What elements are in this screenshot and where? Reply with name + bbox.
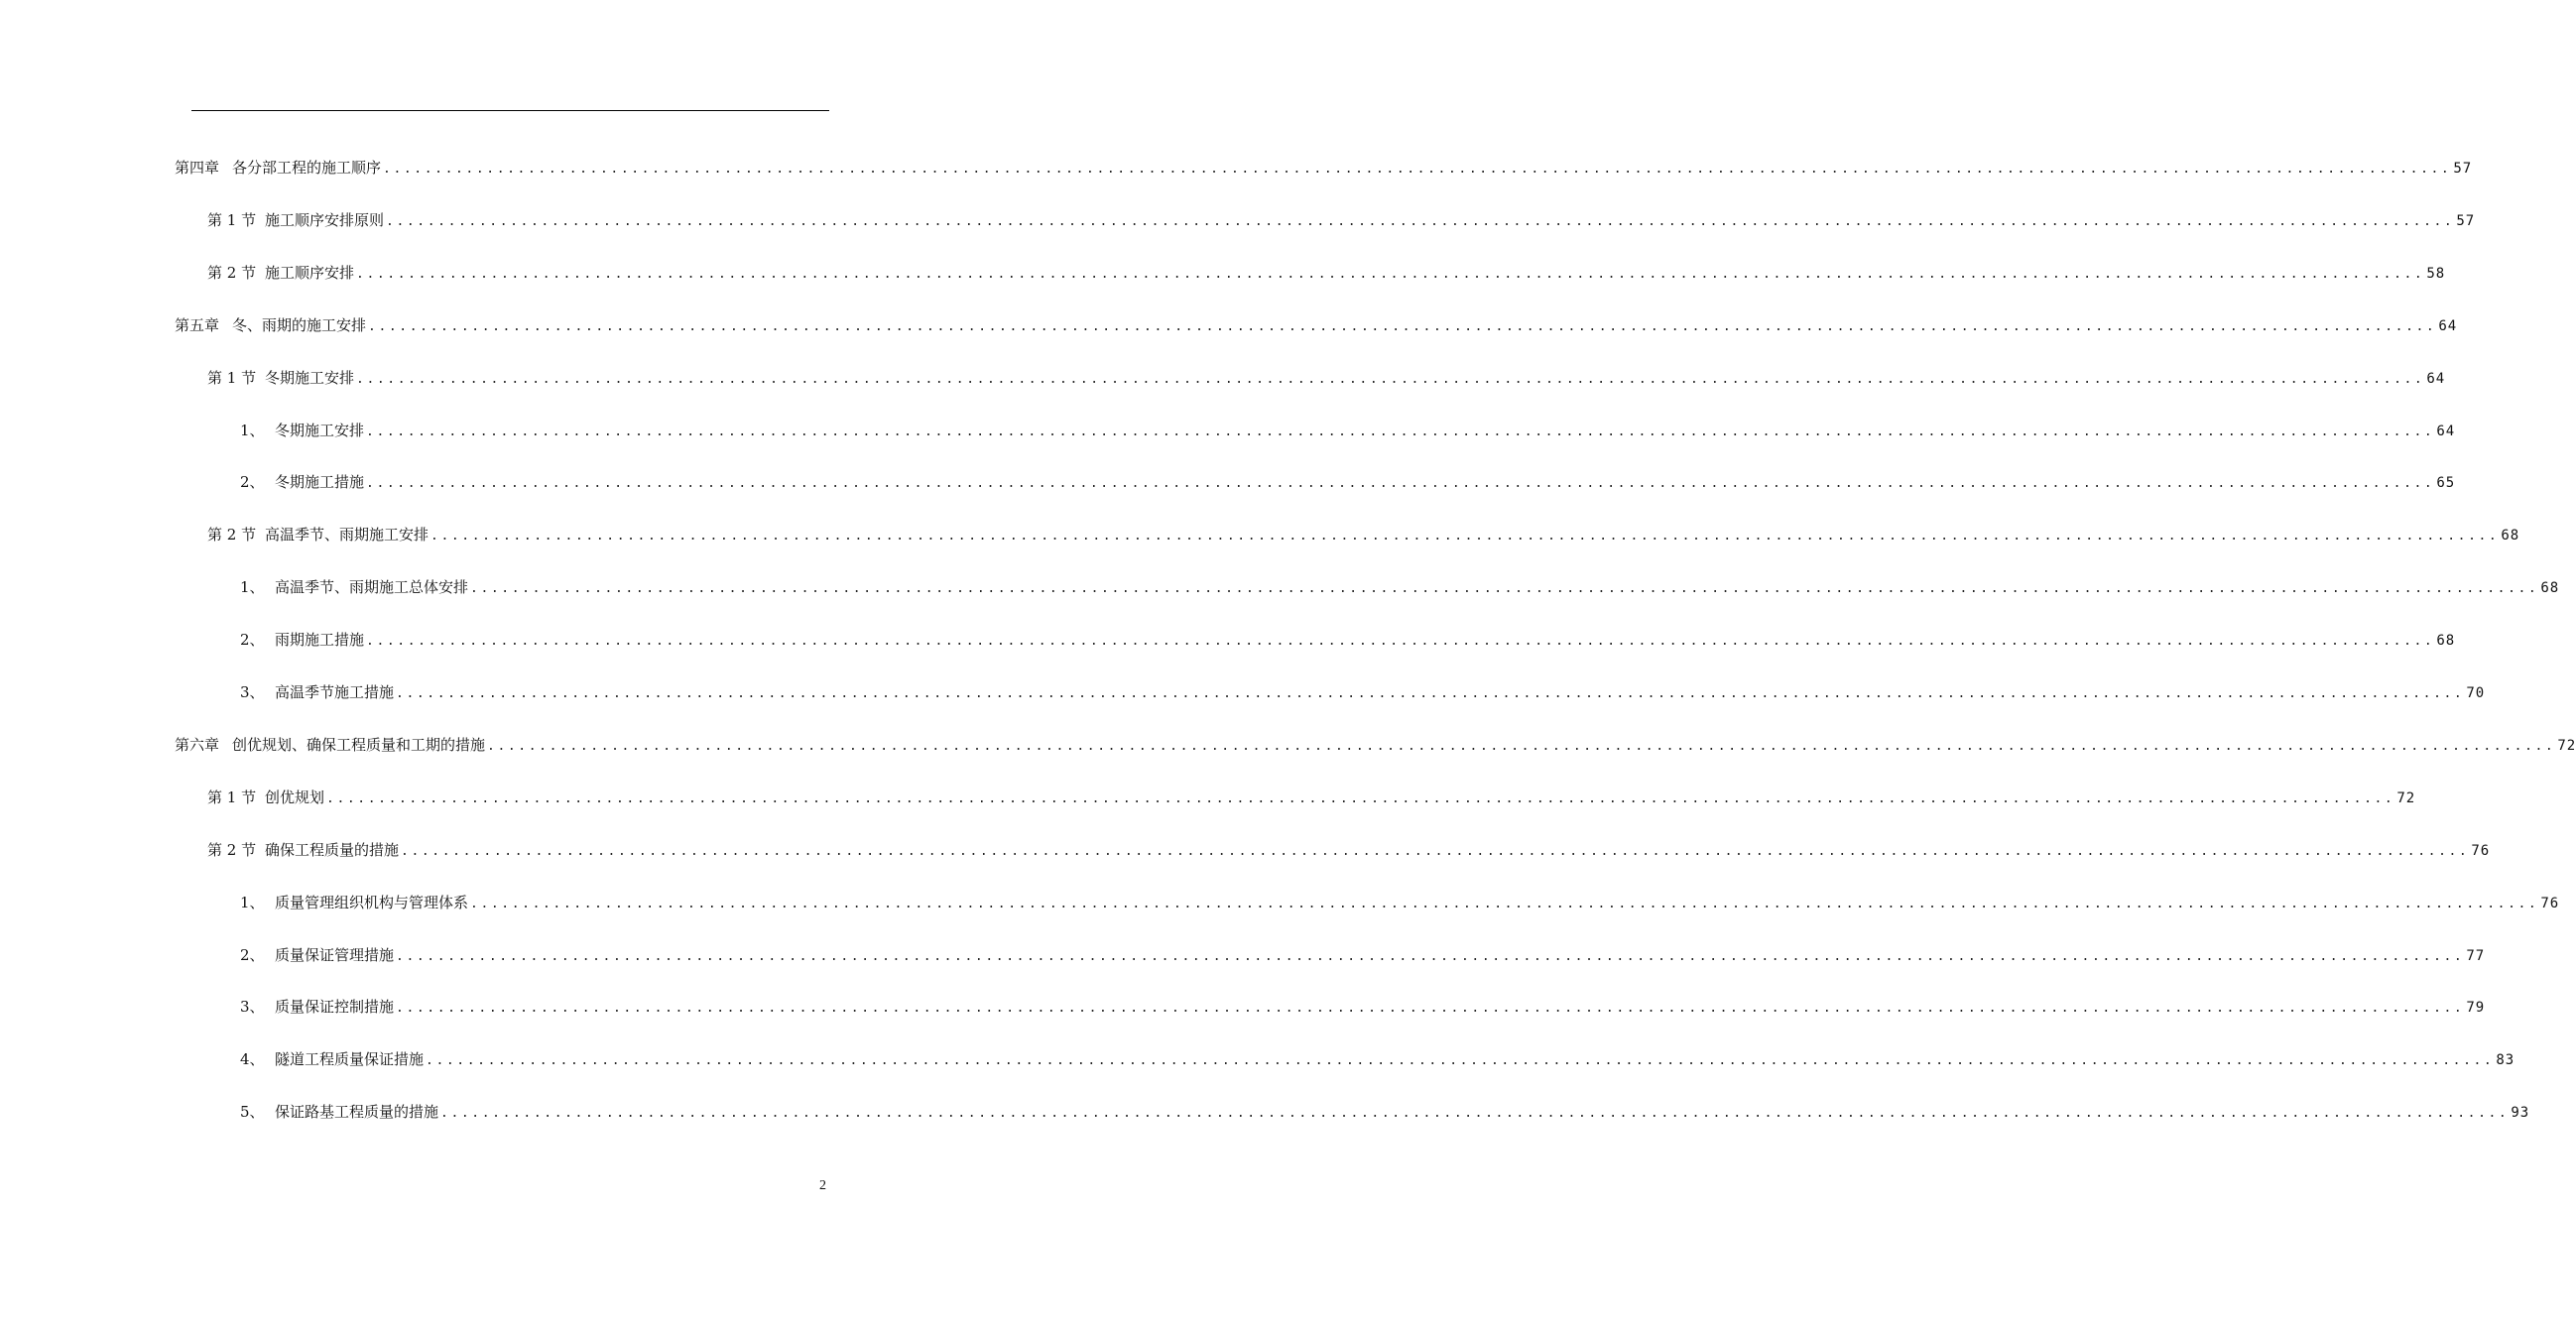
dot-leader: ........................................................................................................................................................................................................ (396, 949, 2465, 964)
toc-entry[interactable] (240, 944, 2486, 966)
dot-leader: ........................................................................................................................................................................................................ (470, 581, 2539, 596)
toc-entry-page: 57 (2456, 213, 2476, 229)
toc-entry[interactable] (207, 524, 2520, 545)
toc-entry-number: 1、 (240, 894, 265, 911)
toc-entry-title: 高温季节、雨期施工总体安排 (275, 578, 469, 596)
toc-entry-page: 77 (2466, 948, 2486, 964)
toc-entry-page: 57 (2453, 161, 2473, 177)
dot-leader: ........................................................................................................................................................................................................ (366, 476, 2435, 491)
toc-entry[interactable] (240, 681, 2486, 703)
dot-leader: ........................................................................................................................................................................................................ (487, 739, 2556, 754)
toc-entry-number: 第五章 (175, 316, 220, 334)
dot-leader: ........................................................................................................................................................................................................ (356, 267, 2425, 282)
toc-entry-number: 2、 (240, 946, 265, 964)
toc-entry[interactable] (207, 787, 2416, 808)
toc-entry-page: 65 (2436, 475, 2456, 491)
toc-entry-page: 93 (2511, 1105, 2530, 1121)
dot-leader: ........................................................................................................................................................................................................ (396, 1001, 2465, 1016)
toc-entry-title: 冬期施工安排 (265, 369, 355, 387)
toc-entry[interactable] (240, 471, 2456, 493)
toc-entry-title: 质量管理组织机构与管理体系 (275, 894, 469, 911)
dot-leader: ........................................................................................................................................................................................................ (366, 424, 2435, 439)
dot-leader: ........................................................................................................................................................................................................ (386, 214, 2455, 229)
toc-entry-number: 第 2 节 (207, 526, 257, 544)
toc-entry-page: 83 (2496, 1052, 2515, 1068)
toc-entry-title: 施工顺序安排 (265, 264, 355, 282)
toc-entry[interactable] (240, 892, 2560, 913)
toc-entry-title: 质量保证控制措施 (275, 998, 395, 1016)
toc-entry-page: 76 (2540, 896, 2560, 911)
dot-leader: ........................................................................................................................................................................................................ (440, 1106, 2510, 1121)
toc-entry[interactable] (175, 314, 2458, 336)
toc-entry[interactable] (240, 1048, 2515, 1070)
toc-entry-title: 高温季节、雨期施工安排 (265, 526, 429, 544)
toc-entry-title: 冬期施工安排 (275, 422, 365, 439)
toc-entry-page: 64 (2426, 371, 2446, 387)
toc-entry-number: 第六章 (175, 736, 220, 754)
toc-entry-title: 保证路基工程质量的措施 (275, 1103, 439, 1121)
toc-entry-number: 第 1 节 (207, 211, 257, 229)
toc-entry-title: 创优规划、确保工程质量和工期的措施 (232, 736, 486, 754)
toc-entry-page: 70 (2466, 685, 2486, 701)
toc-entry-number: 3、 (240, 683, 265, 701)
toc-entry-page: 72 (2396, 790, 2416, 806)
dot-leader: ........................................................................................................................................................................................................ (401, 844, 2470, 859)
toc-entry[interactable] (207, 209, 2476, 231)
toc-entry-number: 第 1 节 (207, 369, 257, 387)
toc-entry-number: 5、 (240, 1103, 265, 1121)
dot-leader: ........................................................................................................................................................................................................ (430, 529, 2500, 544)
toc-entry-number: 3、 (240, 998, 265, 1016)
toc-entry-number: 第 2 节 (207, 264, 257, 282)
toc-entry-page: 64 (2438, 318, 2458, 334)
page-number: 2 (819, 1178, 826, 1193)
toc-entry-number: 2、 (240, 631, 265, 649)
dot-leader: ........................................................................................................................................................................................................ (383, 162, 2452, 177)
toc-entry-number: 第 2 节 (207, 841, 257, 859)
dot-leader: ........................................................................................................................................................................................................ (426, 1053, 2495, 1068)
toc-entry[interactable] (240, 996, 2486, 1018)
toc-entry[interactable] (207, 839, 2491, 861)
toc-entry-title: 质量保证管理措施 (275, 946, 395, 964)
toc-entry-title: 各分部工程的施工顺序 (232, 159, 382, 177)
toc-entry[interactable] (207, 367, 2446, 389)
toc-entry-page: 68 (2540, 580, 2560, 596)
toc-entry-number: 1、 (240, 422, 265, 439)
toc-entry-number: 1、 (240, 578, 265, 596)
toc-entry[interactable] (240, 629, 2456, 651)
toc-entry[interactable] (175, 157, 2473, 179)
toc-entry-title: 施工顺序安排原则 (265, 211, 385, 229)
toc-entry-page: 58 (2426, 266, 2446, 282)
toc-entry-number: 2、 (240, 473, 265, 491)
dot-leader: ........................................................................................................................................................................................................ (396, 686, 2465, 701)
toc-entry-title: 雨期施工措施 (275, 631, 365, 649)
header-rule (191, 110, 829, 111)
dot-leader: ........................................................................................................................................................................................................ (470, 897, 2539, 911)
toc-entry-title: 确保工程质量的措施 (265, 841, 400, 859)
toc-entry[interactable] (175, 734, 2576, 756)
toc-entry-page: 68 (2436, 633, 2456, 649)
dot-leader: ........................................................................................................................................................................................................ (356, 372, 2425, 387)
toc-entry-number: 第四章 (175, 159, 220, 177)
toc-entry[interactable] (240, 1101, 2530, 1123)
toc-entry-page: 76 (2471, 843, 2491, 859)
toc-entry-page: 72 (2557, 738, 2576, 754)
toc-entry-title: 创优规划 (265, 788, 325, 806)
toc-entry-page: 68 (2501, 528, 2520, 544)
dot-leader: ........................................................................................................................................................................................................ (326, 791, 2395, 806)
dot-leader: ........................................................................................................................................................................................................ (366, 634, 2435, 649)
toc-entry-page: 79 (2466, 1000, 2486, 1016)
toc-entry[interactable] (240, 420, 2456, 441)
toc-entry-title: 冬、雨期的施工安排 (232, 316, 367, 334)
toc-entry-number: 4、 (240, 1050, 265, 1068)
toc-entry[interactable] (240, 576, 2560, 598)
toc-entry-page: 64 (2436, 424, 2456, 439)
toc-entry-number: 第 1 节 (207, 788, 257, 806)
toc-entry-title: 高温季节施工措施 (275, 683, 395, 701)
toc-entry-title: 冬期施工措施 (275, 473, 365, 491)
toc-entry-title: 隧道工程质量保证措施 (275, 1050, 425, 1068)
toc-entry[interactable] (207, 262, 2446, 284)
dot-leader: ........................................................................................................................................................................................................ (368, 319, 2437, 334)
